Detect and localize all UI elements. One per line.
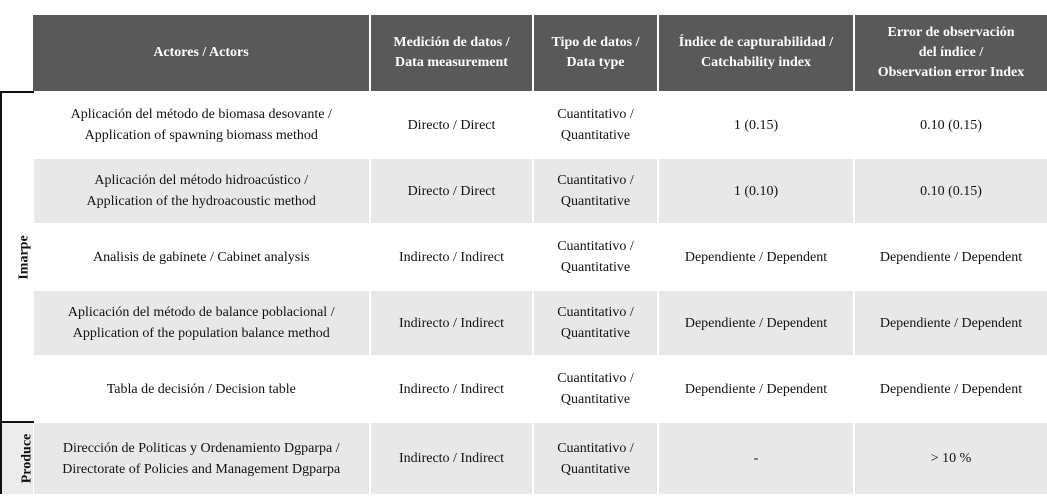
header-observation-error: Error de observación del índice / Observation error Index xyxy=(854,15,1047,92)
header-actors: Actores / Actors xyxy=(33,15,370,92)
cell-measurement: Indirecto / Indirect xyxy=(370,356,533,422)
cell-actor: Aplicación del método de balance poblacional / Application of the population balance method xyxy=(33,290,370,356)
header-measurement: Medición de datos / Data measurement xyxy=(370,15,533,92)
cell-index: - xyxy=(658,422,854,494)
cell-index: Dependiente / Dependent xyxy=(658,290,854,356)
header-data-type: Tipo de datos / Data type xyxy=(533,15,658,92)
cell-actor: Dirección de Politicas y Ordenamiento Dgparpa / Directorate of Policies and Management Dgparpa xyxy=(33,422,370,494)
cell-index: Dependiente / Dependent xyxy=(658,356,854,422)
cell-error: 0.10 (0.15) xyxy=(854,158,1047,224)
header-group-blank xyxy=(1,15,33,92)
table-row xyxy=(1,92,1047,158)
cell-actor: Aplicación del método hidroacústico / Application of the hydroacoustic method xyxy=(33,158,370,224)
cell-index: 1 (0.10) xyxy=(658,158,854,224)
cell-error: Dependiente / Dependent xyxy=(854,356,1047,422)
cell-error: 0.10 (0.15) xyxy=(854,92,1047,158)
cell-type: Cuantitativo / Quantitative xyxy=(533,158,658,224)
table-row xyxy=(1,422,1047,494)
cell-measurement: Directo / Direct xyxy=(370,158,533,224)
cell-measurement: Indirecto / Indirect xyxy=(370,422,533,494)
table-row xyxy=(1,158,1047,224)
cell-measurement: Indirecto / Indirect xyxy=(370,224,533,290)
cell-type: Cuantitativo / Quantitative xyxy=(533,422,658,494)
group-produce xyxy=(1,422,33,494)
cell-error: Dependiente / Dependent xyxy=(854,224,1047,290)
cell-type: Cuantitativo / Quantitative xyxy=(533,92,658,158)
table-row xyxy=(1,224,1047,290)
header-catchability-index: Índice de capturabilidad / Catchability index xyxy=(658,15,854,92)
group-label-produce: Produce xyxy=(19,433,35,484)
cell-measurement: Indirecto / Indirect xyxy=(370,290,533,356)
data-table xyxy=(0,15,1047,494)
cell-error: Dependiente / Dependent xyxy=(854,290,1047,356)
cell-actor: Analisis de gabinete / Cabinet analysis xyxy=(33,224,370,290)
cell-index: 1 (0.15) xyxy=(658,92,854,158)
table-row xyxy=(1,290,1047,356)
cell-measurement: Directo / Direct xyxy=(370,92,533,158)
group-label-imarpe: Imarpe xyxy=(16,234,32,280)
cell-error: > 10 % xyxy=(854,422,1047,494)
header-row xyxy=(1,15,1047,92)
cell-type: Cuantitativo / Quantitative xyxy=(533,356,658,422)
group-imarpe xyxy=(1,92,33,422)
cell-type: Cuantitativo / Quantitative xyxy=(533,290,658,356)
cell-actor: Aplicación del método de biomasa desovante / Application of spawning biomass method xyxy=(33,92,370,158)
cell-type: Cuantitativo / Quantitative xyxy=(533,224,658,290)
cell-actor: Tabla de decisión / Decision table xyxy=(33,356,370,422)
table-row xyxy=(1,356,1047,422)
cell-index: Dependiente / Dependent xyxy=(658,224,854,290)
